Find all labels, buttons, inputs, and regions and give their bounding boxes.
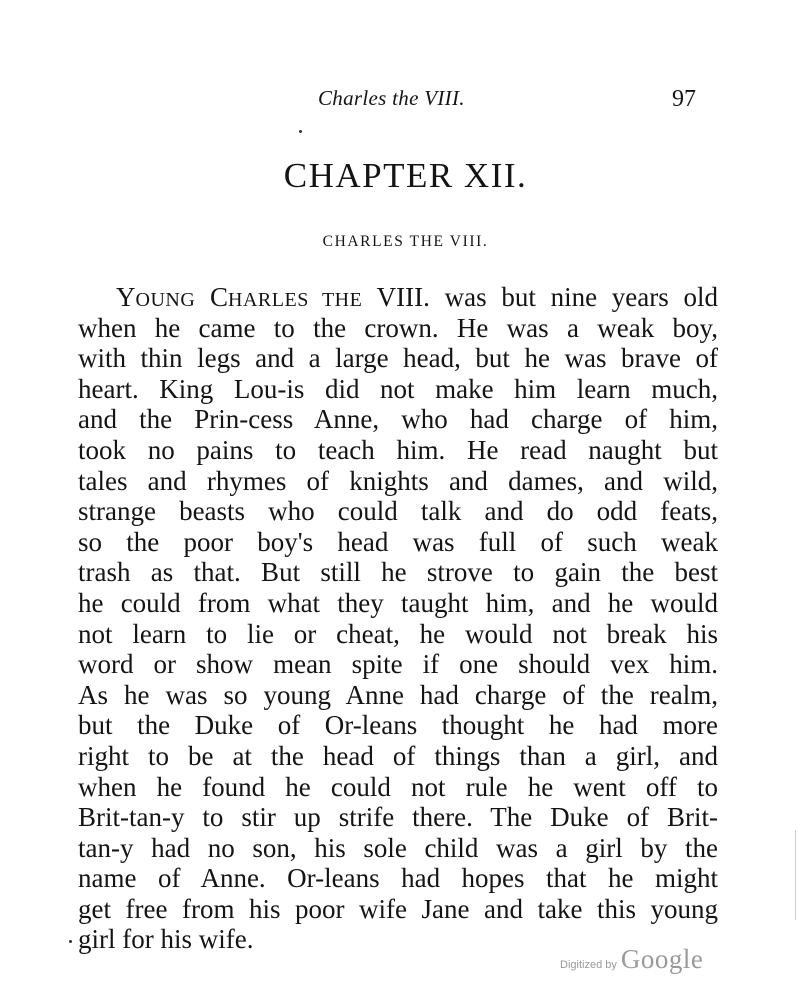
text-line: heart. King Lou-is did not make him learn much, (78, 373, 718, 404)
text-line: tales and rhymes of knights and dames, and wild, (78, 465, 718, 496)
text-line: As he was so young Anne had charge of the realm, (78, 679, 718, 710)
text-line: and the Prin-cess Anne, who had charge of him, (78, 404, 718, 435)
scan-speck (299, 130, 302, 133)
opening-tail: was but nine years old (444, 282, 719, 312)
text-line: not learn to lie or cheat, he would not break his (78, 618, 718, 649)
digitized-watermark (560, 944, 703, 975)
body-text (78, 282, 718, 955)
text-line: girl for his wife. (78, 924, 254, 955)
page-number: 97 (672, 86, 696, 112)
watermark-brand: Google (620, 944, 704, 974)
text-line: strange beasts who could talk and do odd feats, (78, 496, 718, 527)
text-line: get free from his poor wife Jane and take this young (78, 893, 718, 924)
text-line: tan-y had no son, his sole child was a girl by the (78, 832, 718, 863)
text-line: when he came to the crown. He was a weak boy, (78, 312, 718, 343)
chapter-heading: CHAPTER XII. (283, 156, 528, 195)
text-line: with thin legs and a large head, but he was brave of (78, 343, 718, 374)
running-head (0, 86, 805, 116)
opening-smallcaps: OUNG (135, 289, 196, 311)
running-title: Charles the VIII. (318, 86, 465, 110)
opening-line (78, 282, 718, 313)
opening-smallcaps: HARLES THE (228, 289, 363, 311)
text-line: so the poor boy's head was full of such weak (78, 526, 718, 557)
watermark-prefix: Digitized by (560, 959, 617, 971)
text-line: Brit-tan-y to stir up strife there. The Duke of Brit- (78, 802, 718, 833)
text-line: name of Anne. Or-leans had hopes that he might (78, 863, 718, 894)
opening-initial: C (210, 282, 229, 312)
text-line: he could from what they taught him, and he would (78, 587, 718, 618)
text-line: took no pains to teach him. He read naught but (78, 434, 718, 465)
section-title: CHARLES THE VIII. (322, 233, 489, 250)
scan-speck (69, 940, 72, 943)
text-line: but the Duke of Or-leans thought he had more (78, 710, 718, 741)
opening-initial: Y (116, 282, 136, 312)
text-line: word or show mean spite if one should vex him. (78, 649, 718, 680)
opening-numeral: VIII. (376, 282, 430, 312)
text-line: right to be at the head of things than a girl, and (78, 740, 718, 771)
text-line: trash as that. But still he strove to gain the best (78, 557, 718, 588)
scan-edge-line (795, 830, 796, 920)
text-line: when he found he could not rule he went off to (78, 771, 718, 802)
